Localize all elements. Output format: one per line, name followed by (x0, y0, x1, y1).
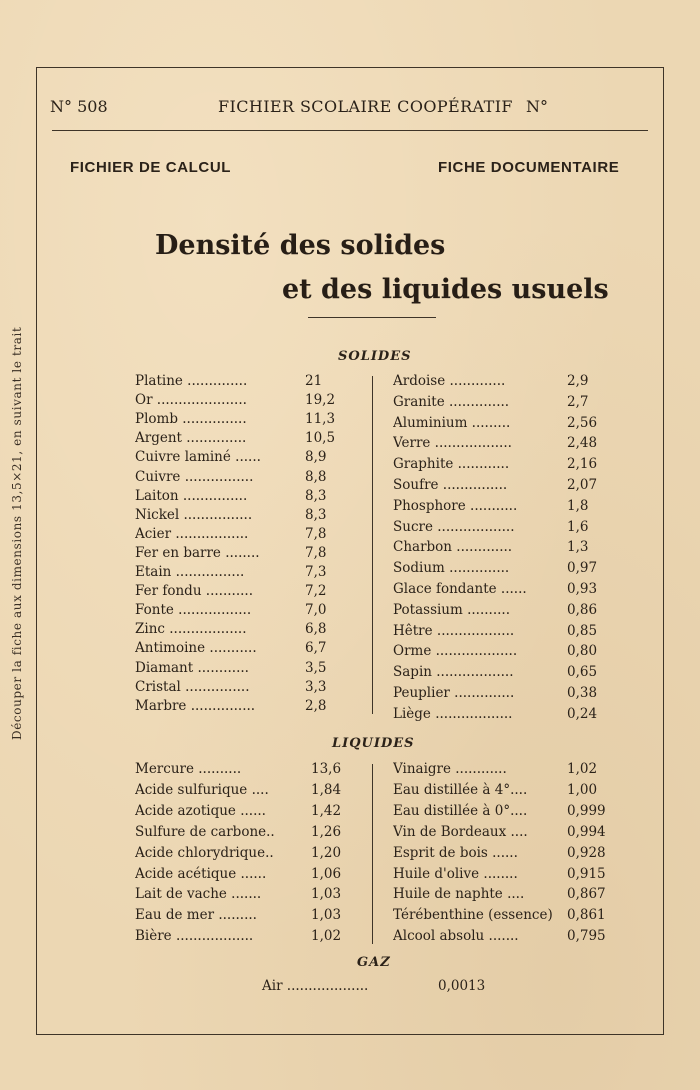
table-row (393, 865, 623, 883)
density-value: 0,861 (567, 907, 606, 924)
density-value: 1,20 (311, 844, 342, 861)
page-title-line2: et des liquides usuels (282, 274, 609, 305)
density-value: 0,86 (567, 601, 598, 618)
material-name: Huile d'olive ........ (393, 865, 518, 882)
table-row (393, 684, 613, 702)
liquides-right-column (393, 760, 623, 960)
table-row (135, 639, 335, 657)
density-value: 19,2 (305, 392, 335, 409)
density-value: 1,26 (311, 823, 342, 840)
table-row (393, 760, 623, 778)
density-value: 6,7 (305, 640, 327, 657)
table-row (135, 885, 347, 903)
section-heading-liquides: LIQUIDES (332, 736, 415, 751)
section-heading-solides: SOLIDES (338, 349, 412, 364)
table-row (393, 823, 623, 841)
material-name: Sodium .............. (393, 560, 510, 577)
density-value: 1,84 (311, 781, 342, 798)
density-value: 13,6 (311, 761, 342, 777)
density-value: 0,999 (567, 802, 606, 819)
table-row (393, 927, 623, 945)
density-value: 8,3 (305, 506, 327, 523)
material-name: Argent .............. (135, 430, 247, 447)
density-value: 7,0 (305, 602, 327, 619)
density-value: 1,03 (311, 907, 342, 924)
material-name: Cristal ............... (135, 678, 250, 695)
table-row (135, 525, 335, 543)
table-row (393, 518, 613, 536)
material-name: Etain ................ (135, 564, 245, 580)
material-name: Huile de naphte .... (393, 886, 525, 903)
density-value: 1,6 (567, 518, 589, 535)
table-row (135, 582, 335, 600)
table-row (135, 659, 335, 677)
table-row (393, 781, 623, 799)
density-value: 21 (305, 373, 323, 389)
density-value: 0,80 (567, 643, 598, 660)
material-name: Bière .................. (135, 928, 254, 945)
material-name: Acide chlorydrique.. (135, 844, 274, 861)
material-name: Marbre ............... (135, 697, 256, 714)
table-row (135, 506, 335, 524)
material-name: Phosphore ........... (393, 497, 518, 514)
table-row (393, 434, 613, 452)
material-name: Fer fondu ........... (135, 583, 254, 600)
density-value: 0,24 (567, 705, 598, 722)
material-name: Lait de vache ....... (135, 886, 262, 903)
number-label: N° (526, 97, 548, 116)
table-row (135, 468, 335, 486)
material-name: Acide azotique ...... (135, 802, 266, 819)
table-row (135, 563, 335, 581)
density-value: 8,3 (305, 487, 327, 504)
material-name: Sulfure de carbone.. (135, 823, 275, 840)
table-row (393, 844, 623, 862)
density-value: 0,38 (567, 685, 598, 701)
table-row (393, 642, 613, 660)
density-value: 11,3 (305, 411, 335, 428)
title-underline (308, 317, 436, 318)
table-row (393, 580, 613, 598)
cut-instruction: Découper la fiche aux dimensions 13,5×21, en suivant le trait (10, 326, 24, 740)
density-value: 0,65 (567, 664, 598, 681)
table-row (135, 781, 347, 799)
material-name: Sucre .................. (393, 518, 515, 535)
material-name: Liège .................. (393, 705, 513, 722)
material-name: Graphite ............ (393, 456, 510, 473)
density-value: 0,915 (567, 865, 606, 882)
density-value: 10,5 (305, 430, 335, 447)
density-value: 7,2 (305, 583, 327, 600)
page-title-line1: Densité des solides (155, 230, 446, 261)
density-value: 3,5 (305, 659, 327, 676)
density-value: 7,3 (305, 564, 327, 580)
header-divider (52, 130, 648, 131)
material-name: Granite .............. (393, 393, 510, 410)
material-name: Eau distillée à 4°.... (393, 781, 528, 798)
density-value: 1,8 (567, 497, 589, 514)
density-value: 0,867 (567, 886, 606, 903)
material-name: Laiton ............... (135, 487, 248, 504)
table-row (393, 455, 613, 473)
material-name: Soufre ............... (393, 477, 508, 493)
density-value: 7,8 (305, 544, 327, 561)
solides-left-column (135, 372, 335, 732)
density-value: 2,7 (567, 393, 589, 410)
gaz-name: Air ................... (262, 978, 369, 994)
table-row (135, 802, 347, 820)
table-row (135, 544, 335, 562)
table-row (135, 372, 335, 390)
density-value: 1,02 (567, 761, 598, 777)
material-name: Diamant ............ (135, 659, 249, 676)
density-value: 3,3 (305, 678, 327, 695)
material-name: Vin de Bordeaux .... (393, 823, 528, 840)
density-value: 0,795 (567, 928, 606, 945)
header-title: FICHIER SCOLAIRE COOPÉRATIF (218, 97, 513, 116)
density-value: 2,16 (567, 456, 598, 473)
table-row (135, 620, 335, 638)
material-name: Aluminium ......... (393, 414, 511, 431)
table-row (393, 414, 613, 432)
subheader-left: FICHIER DE CALCUL (70, 159, 232, 176)
density-value: 7,8 (305, 525, 327, 542)
subheader-right: FICHE DOCUMENTAIRE (438, 159, 620, 176)
table-row (393, 476, 613, 494)
material-name: Cuivre ................ (135, 468, 254, 485)
section-heading-gaz: GAZ (357, 955, 391, 970)
table-row (135, 927, 347, 945)
density-value: 0,97 (567, 560, 598, 577)
density-value: 1,42 (311, 802, 342, 819)
material-name: Antimoine ........... (135, 640, 257, 657)
liquides-column-divider (372, 764, 373, 944)
density-value: 1,02 (311, 928, 342, 945)
sheet-number: N° 508 (50, 97, 108, 116)
density-value: 0,93 (567, 581, 598, 597)
material-name: Glace fondante ...... (393, 581, 527, 597)
material-name: Verre .................. (393, 435, 512, 452)
material-name: Cuivre laminé ...... (135, 449, 261, 466)
density-value: 8,8 (305, 468, 327, 485)
density-value: 0,85 (567, 622, 598, 639)
material-name: Térébenthine (essence) (393, 907, 553, 924)
material-name: Eau de mer ......... (135, 907, 257, 924)
density-value: 6,8 (305, 621, 327, 638)
density-value: 8,9 (305, 449, 327, 466)
material-name: Zinc .................. (135, 621, 247, 638)
table-row (135, 697, 335, 715)
table-row (393, 601, 613, 619)
table-row (135, 678, 335, 696)
table-row (393, 885, 623, 903)
density-value: 0,994 (567, 823, 606, 840)
material-name: Esprit de bois ...... (393, 844, 518, 861)
gaz-row (262, 978, 486, 994)
material-name: Or ..................... (135, 392, 247, 409)
table-row (135, 487, 335, 505)
table-row (135, 429, 335, 447)
table-row (135, 823, 347, 841)
material-name: Sapin .................. (393, 664, 514, 681)
solides-column-divider (372, 376, 373, 714)
liquides-left-column (135, 760, 347, 960)
table-row (135, 391, 335, 409)
material-name: Alcool absolu ....... (393, 928, 519, 945)
table-row (135, 410, 335, 428)
material-name: Mercure .......... (135, 761, 242, 777)
material-name: Acide acétique ...... (135, 865, 267, 882)
table-row (393, 372, 613, 390)
table-row (393, 538, 613, 556)
density-value: 1,03 (311, 886, 342, 903)
table-row (393, 906, 623, 924)
table-row (135, 448, 335, 466)
material-name: Platine .............. (135, 373, 248, 389)
material-name: Acier ................. (135, 525, 249, 542)
table-row (135, 865, 347, 883)
table-row (393, 663, 613, 681)
density-value: 2,48 (567, 435, 598, 452)
material-name: Hêtre .................. (393, 622, 515, 639)
material-name: Charbon ............. (393, 539, 513, 556)
table-row (393, 393, 613, 411)
material-name: Nickel ................ (135, 506, 253, 523)
density-value: 0,928 (567, 844, 606, 861)
material-name: Potassium .......... (393, 601, 511, 618)
material-name: Vinaigre ............ (393, 761, 507, 777)
table-row (135, 844, 347, 862)
material-name: Eau distillée à 0°.... (393, 802, 528, 819)
gaz-value: 0,0013 (438, 978, 486, 994)
material-name: Acide sulfurique .... (135, 781, 269, 798)
table-row (393, 705, 613, 723)
material-name: Fonte ................. (135, 602, 252, 619)
table-row (393, 559, 613, 577)
density-value: 1,3 (567, 539, 589, 556)
density-value: 2,8 (305, 697, 327, 714)
table-row (393, 622, 613, 640)
material-name: Fer en barre ........ (135, 544, 260, 561)
table-row (135, 760, 347, 778)
density-value: 2,07 (567, 477, 598, 493)
solides-right-column (393, 372, 613, 732)
density-value: 2,56 (567, 414, 598, 431)
density-value: 1,06 (311, 865, 342, 882)
material-name: Peuplier .............. (393, 685, 515, 701)
material-name: Ardoise ............. (393, 373, 506, 389)
material-name: Plomb ............... (135, 411, 247, 428)
table-row (135, 906, 347, 924)
density-value: 1,00 (567, 781, 598, 798)
table-row (135, 601, 335, 619)
table-row (393, 802, 623, 820)
density-value: 2,9 (567, 373, 589, 389)
material-name: Orme ................... (393, 643, 518, 660)
page-header (50, 94, 648, 124)
table-row (393, 497, 613, 515)
